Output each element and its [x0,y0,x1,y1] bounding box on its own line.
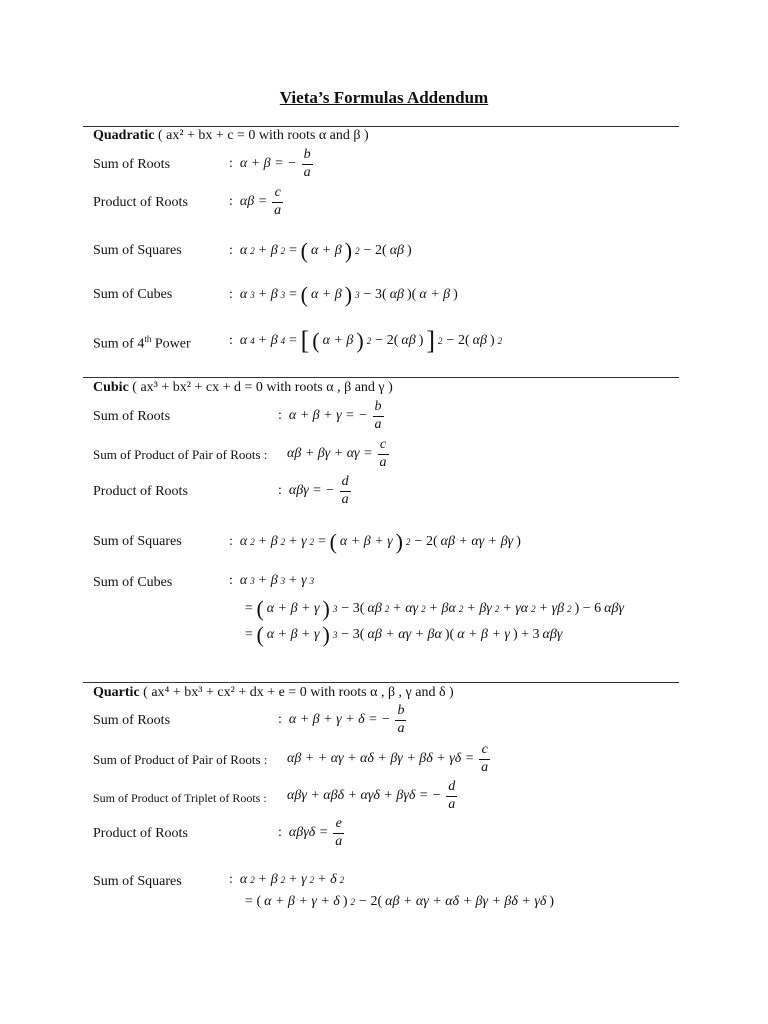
cubic-formula-sum-squares: : α 2 + β 2 + γ 2 = ( α + β + γ ) 2 − 2( αβ + αγ + βγ ) [229,529,521,554]
cubic-label-product-roots: Product of Roots [93,484,188,499]
quartic-label-sum-squares: Sum of Squares [93,874,182,889]
quadratic-formula-sum-cubes: : α 3 + β 3 = ( α + β ) 3 − 3( αβ )( α + β ) [229,282,458,307]
cubic-formula-product-roots: : αβγ = − $\frac{d}{a}$ [278,474,349,507]
cubic-label-sum-cubes: Sum of Cubes [93,575,173,590]
page-title: Vieta’s Formulas Addendum [279,88,489,107]
cubic-heading-bold: Cubic [93,380,129,395]
cubic-label-sum-roots: Sum of Roots [93,409,171,424]
quadratic-formula-product-roots: : αβ = $\frac{c}{a}$ [229,185,282,218]
section-divider [83,126,679,127]
quartic-formula-pair-product: αβ + + αγ + αδ + βγ + βδ + γδ = $\frac{c}{a}$ [287,742,489,775]
quadratic-label-product-roots: Product of Roots [93,195,188,210]
cubic-heading [93,380,393,396]
quartic-formula-triplet-product: αβγ + αβδ + αγδ + βγδ = − $\frac{d}{a}$ [287,779,456,812]
cubic-formula-sum-cubes-line1: : α 3 + β 3 + γ 3 [229,573,315,588]
quadratic-heading-rest: ( ax² + bx + c = 0 with roots α and β ) [157,128,369,143]
quartic-heading [93,685,454,701]
quartic-formula-sum-squares-line2: = ( α + β + γ + δ ) 2 − 2( αβ + αγ + αδ + βγ + βδ + γδ ) [244,894,555,909]
cubic-formula-sum-roots: : α + β + γ = − $\frac{b}{a}$ [278,399,382,432]
quartic-label-sum-roots: Sum of Roots [93,713,171,728]
cubic-label-pair-product: Sum of Product of Pair of Roots : [93,447,268,462]
quadratic-label-sum-4th-power: Sum of 4th Power [93,334,191,352]
quartic-label-triplet-product: Sum of Product of Triplet of Roots : [93,791,267,805]
quadratic-label-sum-roots: Sum of Roots [93,157,171,172]
cubic-label-sum-squares: Sum of Squares [93,534,182,549]
quadratic-formula-sum-4th-power: : α 4 + β 4 = [ ( α + β ) 2 − 2( αβ ) ] 2 − 2( αβ ) 2 [229,326,503,355]
quadratic-heading [93,128,369,144]
cubic-formula-pair-product: αβ + βγ + αγ = $\frac{c}{a}$ [287,437,387,470]
section-divider [83,682,679,683]
quartic-formula-sum-squares-line1: : α 2 + β 2 + γ 2 + δ 2 [229,872,345,887]
quadratic-label-sum-squares: Sum of Squares [93,243,182,258]
section-divider [83,377,679,378]
quartic-heading-rest: ( ax⁴ + bx³ + cx² + dx + e = 0 with roots α , β , γ and δ ) [143,685,454,700]
quadratic-heading-bold: Quadratic [93,128,155,143]
quartic-label-product-roots: Product of Roots [93,826,188,841]
quartic-formula-sum-roots: : α + β + γ + δ = − $\frac{b}{a}$ [278,703,405,736]
quadratic-formula-sum-roots: : α + β = − $\frac{b}{a}$ [229,147,311,180]
quadratic-label-sum-cubes: Sum of Cubes [93,287,173,302]
cubic-formula-sum-cubes-line2: = ( α + β + γ ) 3 − 3( αβ 2 + αγ 2 + βα 2 + βγ 2 + γα 2 + γβ 2 ) − 6 αβγ [244,596,624,621]
quartic-formula-product-roots: : αβγδ = $\frac{e}{a}$ [278,816,343,849]
cubic-formula-sum-cubes-line3: = ( α + β + γ ) 3 − 3( αβ + αγ + βα )( α + β + γ ) + 3 αβγ [244,622,563,647]
quadratic-formula-sum-squares: : α 2 + β 2 = ( α + β ) 2 − 2( αβ ) [229,238,412,263]
quartic-heading-bold: Quartic [93,685,140,700]
quartic-label-pair-product: Sum of Product of Pair of Roots : [93,752,268,767]
cubic-heading-rest: ( ax³ + bx² + cx + d = 0 with roots α , β and γ ) [132,380,393,395]
